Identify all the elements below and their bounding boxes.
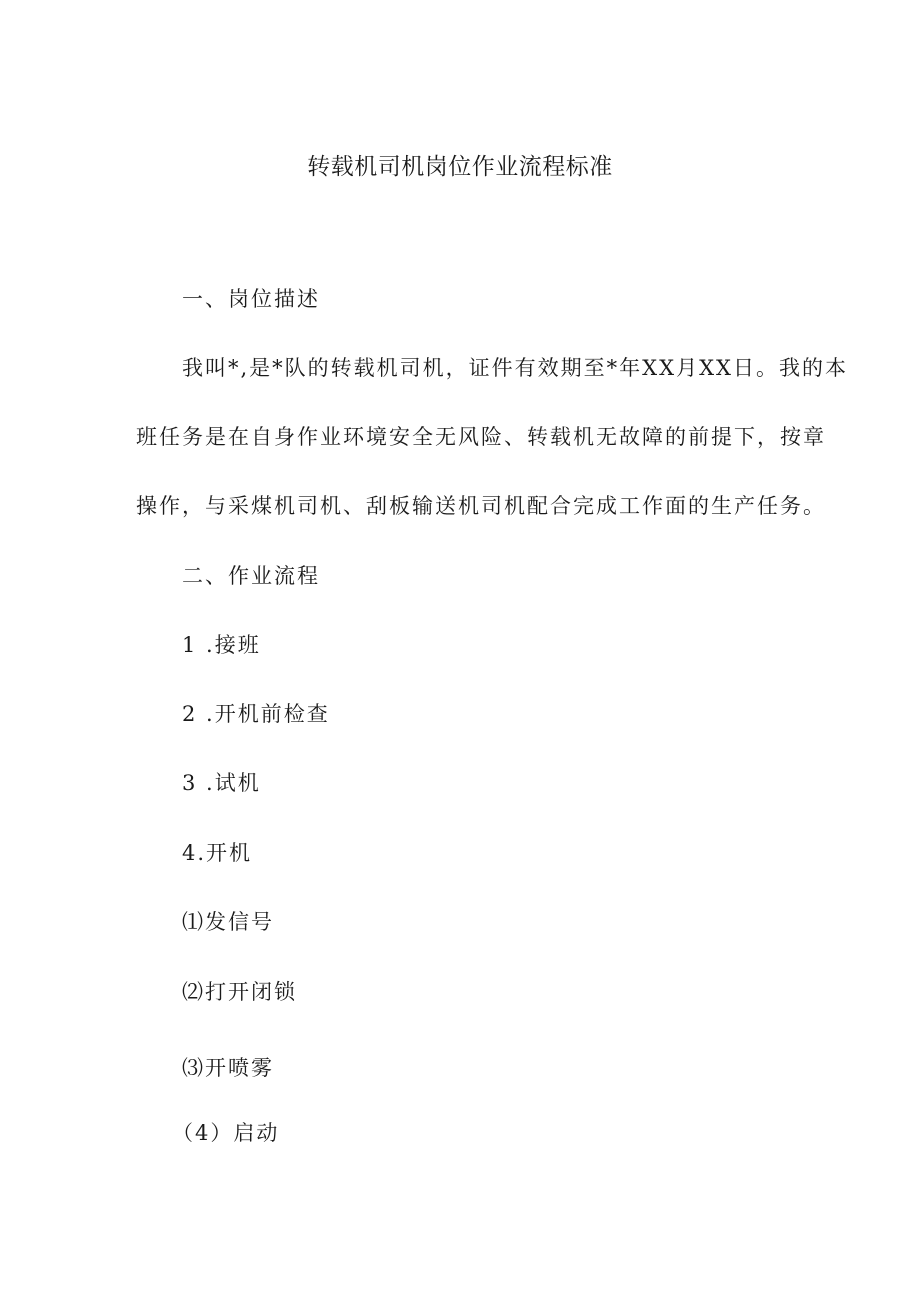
section-heading-work-process: 二、作业流程 xyxy=(182,564,320,588)
substep-item: ⑴发信号 xyxy=(182,910,274,934)
substep-item: ⑶开喷雾 xyxy=(182,1056,274,1080)
step-item: 1 .接班 xyxy=(182,633,261,657)
document-title: 转载机司机岗位作业流程标准 xyxy=(307,154,613,180)
step-item: 4.开机 xyxy=(182,841,253,865)
paragraph-line: 操作，与采煤机司机、刮板输送机司机配合完成工作面的生产任务。 xyxy=(136,494,826,518)
step-item: 2 .开机前检查 xyxy=(182,702,330,726)
section-heading-job-description: 一、岗位描述 xyxy=(182,287,320,311)
paragraph-line: 我叫*,是*队的转载机司机，证件有效期至*年XX月XX日。我的本 xyxy=(182,356,848,380)
step-item: 3 .试机 xyxy=(182,771,261,795)
substep-item: （4）启动 xyxy=(172,1121,280,1145)
paragraph-line: 班任务是在自身作业环境安全无风险、转载机无故障的前提下，按章 xyxy=(136,425,826,449)
substep-item: ⑵打开闭锁 xyxy=(182,980,297,1004)
